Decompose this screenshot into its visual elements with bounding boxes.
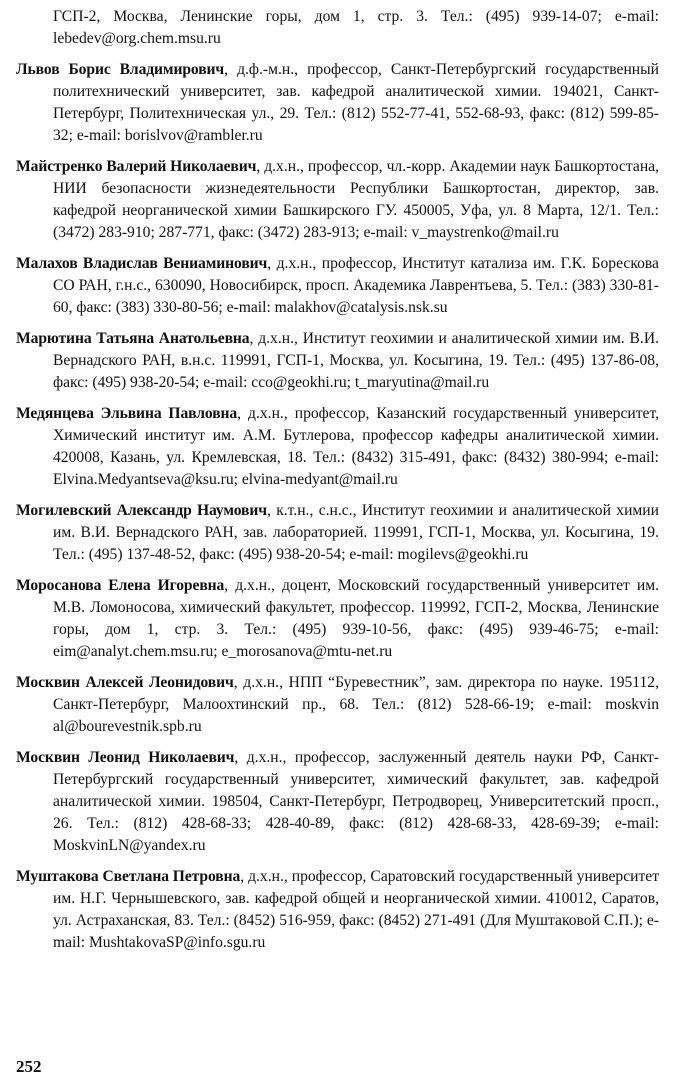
entry-details: , д.х.н., Институт геохимии и аналитической химии им. В.И. Вернадского РАН, в.н.с. 119991, ГСП-1, Москва, ул. Косыгина, 19. Тел.: (495) 137-86-08, факс: (495) 938-20-54; e-mail: cco@geokhi.ru; t_maryutina@mail.ru	[53, 330, 659, 391]
entry-details: , д.х.н., профессор, Казанский государственный университет, Химический институт им. А.М. Бутлерова, профессор кафедры аналитической химии. 420008, Казань, ул. Кремлевская, 18. Тел.: (8432) 315-491, факс: (8432) 380-994; e-mail: Elvina.Medyantseva@ksu.ru; elvina-medyant@mail.ru	[53, 405, 659, 488]
directory-entry	[16, 672, 659, 738]
person-name: Малахов Владислав Вениаминович	[16, 255, 268, 272]
person-name: Могилевский Александр Наумович	[16, 502, 267, 519]
person-name: Львов Борис Владимирович	[16, 61, 225, 78]
entry-details: , д.х.н., профессор, заслуженный деятель науки РФ, Санкт-Петербургский государственный университет, химический факультет, зав. кафедрой аналитической химии. 198504, Санкт-Петербург, Петродворец, Университетский просп., 26. Тел.: (812) 428-68-33; 428-40-89, факс: (812) 428-68-33, 428-69-39; e-mail: MoskvinLN@yandex.ru	[53, 749, 659, 854]
person-name: Марютина Татьяна Анатольевна	[16, 330, 250, 347]
person-name: Муштакова Светлана Петровна	[16, 868, 241, 885]
directory-entry	[16, 328, 659, 394]
directory-entry	[16, 575, 659, 663]
entry-details: , д.х.н., доцент, Московский государственный университет им. М.В. Ломоносова, химический факультет, профессор. 119992, ГСП-2, Москва, Ленинские горы, дом 1, стр. 3. Тел.: (495) 939-10-56, факс: (495) 939-46-75; e-mail: eim@analyt.chem.msu.ru; e_morosanova@mtu-net.ru	[53, 577, 659, 660]
directory-entry	[16, 253, 659, 319]
directory-entry	[16, 156, 659, 244]
entry-details: , д.х.н., профессор, чл.-корр. Академии наук Башкортостана, НИИ безопасности жизнедеятельности Республики Башкортостан, директор, зав. кафедрой неорганической химии Башкирского ГУ. 450005, Уфа, ул. 8 Марта, 12/1. Тел.: (3472) 283-910; 287-771, факс: (3472) 283-913; e-mail: v_maystrenko@mail.ru	[53, 158, 659, 241]
directory-entry	[16, 59, 659, 147]
directory-entry	[16, 866, 659, 954]
person-name: Москвин Леонид Николаевич	[16, 749, 235, 766]
entry-details: , д.х.н., профессор, Институт катализа им. Г.К. Борескова СО РАН, г.н.с., 630090, Новосибирск, просп. Академика Лаврентьева, 5. Тел.: (383) 330-81-60, факс: (383) 330-80-56; e-mail: malakhov@catalysis.nsk.su	[53, 255, 659, 316]
entry-details: , д.х.н., профессор, Саратовский государственный университет им. Н.Г. Чернышевского, зав. кафедрой общей и неорганической химии. 410012, Саратов, ул. Астраханская, 83. Тел.: (8452) 516-959, факс: (8452) 271-491 (Для Муштаковой С.П.); e-mail: MushtakovaSP@info.sgu.ru	[53, 868, 660, 951]
entry-details: , к.т.н., с.н.с., Институт геохимии и аналитической химии им. В.И. Вернадского РАН, зав. лабораторией. 119991, ГСП-1, Москва, ул. Косыгина, 19. Тел.: (495) 137-48-52, факс: (495) 938-20-54; e-mail: mogilevs@geokhi.ru	[53, 502, 659, 563]
directory-entry	[16, 403, 659, 491]
person-name: Медянцева Эльвина Павловна	[16, 405, 238, 422]
person-name: Майстренко Валерий Николаевич	[16, 158, 257, 175]
entry-details: , д.ф.-м.н., профессор, Санкт-Петербургский государственный политехнический университет, зав. кафедрой аналитической химии. 194021, Санкт-Петербург, Политехническая ул., 29. Тел.: (812) 552-77-41, 552-68-93, факс: (812) 599-85-32; e-mail: borislvov@rambler.ru	[53, 61, 659, 144]
page-number: 252	[16, 1057, 42, 1076]
person-name: Москвин Алексей Леонидович	[16, 674, 234, 691]
directory-entry	[16, 500, 659, 566]
entry-details: , д.х.н., НПП “Буревестник”, зам. директора по науке. 195112, Санкт-Петербург, Малоохтинский пр., 68. Тел.: (812) 528-66-19; e-mail: moskvin al@bourevestnik.spb.ru	[53, 674, 660, 735]
person-name: Моросанова Елена Игоревна	[16, 577, 225, 594]
directory-entry	[16, 747, 659, 857]
continuation-text: ГСП-2, Москва, Ленинские горы, дом 1, стр. 3. Тел.: (495) 939-14-07; e-mail: lebedev@org.chem.msu.ru	[53, 8, 659, 47]
